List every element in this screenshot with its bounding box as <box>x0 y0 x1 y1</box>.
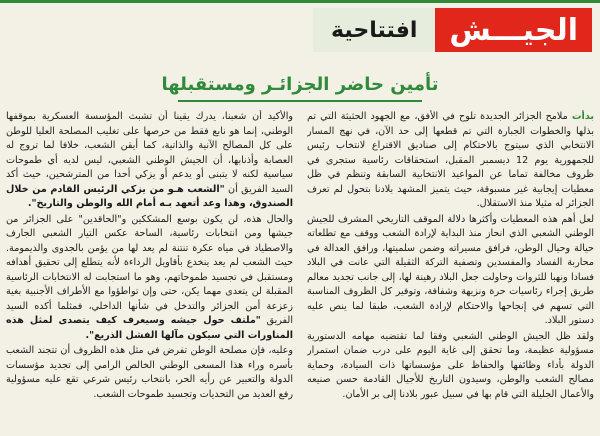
section-name: الجيـــش <box>435 8 592 52</box>
title-underline <box>178 100 422 102</box>
section-header <box>313 8 592 52</box>
paragraph: وعليه، فإن مصلحة الوطن تفرض في مثل هذه الظروف أن تتجند الشعب بأسره وراء هذا المسعى الوطني الخالص الرامي إلى تجديد مؤسسات الدولة والتعبير عن رأيه الحر، بانتخاب رئيس شرعي تقع عليه مسؤولية رفع العديد من التحديات وتجسيد طموحات الشعب. <box>6 345 293 400</box>
paragraph: والأكيد أن شعبنا، يدرك يقينا أن تشبث المؤسسة العسكرية بموقفها الوطني، إنما هو نابع فقط من حرصها على تغليب المصلحة العليا للوطن على كل المصالح الآنية والذاتية، كما أيقن الشعب، خلافا لما تروج له العصابة وأذنابها، أن الجيش الوطني الشعبي، ليس لديه أي طموحات سياسية لكنه لا يتبنى أو يدعم أو يزكي أحدا من المترشحين، حيث أكد السيد الفريق أن "الشعب هـو من يزكي الرئيس القادم من خلال الصندوق، وهذا وعد أتعهد بـه أمام الله والوطن والتاريخ". <box>6 111 293 209</box>
top-accent-line <box>0 0 600 3</box>
article-body <box>6 110 594 432</box>
left-column <box>6 110 293 432</box>
paragraph: والحال هذه، لن يكون بوسع المشككين و"الحاقدين" على الجزائر من جيشها ومن انتخابات رئاسية، الساحة عكس التيار الشعبي الجارف والاصطياد في مياه عكرة تنتنة لم يعد لها من يؤمن بالجدوى والديمومة. حيث الشعب لم يعد ينخدع بأقاويل الرداءة لأنه يتطلع إلى تحقيق أهدافه ومستقبل في تجسيد طموحاتهم، وهو ما استجابت له الانتخابات الرئاسية المقبلة لن يتعدى مهما يكن، حتى وإن تواطؤوا مع الأطراف الأجنبية بغية زعزعة أمن الجزائر والتدخل في شأنها الداخلي، فمثلما أكده السيد الفريق "ملتف حول جيشه وسيعرف كيف يتصدى لمثل هذه المناورات التي سيكون مآلها الفشل الذريع". <box>6 213 293 341</box>
paragraph: لعل أهم هذه المعطيات وأكثرها دلالة الموقف التاريخي المشرف للجيش الوطني الشعبي الذي انحاز منذ البداية لإرادة الشعب ووقف مع تطلعاته حيالة وحيال الوطن، فرافق مسيراته وضمن سلميتها، ورافق العدالة في محاربة الفساد والمفسدين وتصفية التركة الثقيلة التي عانت في البلاد فسادا ونهبا للثروات وحاولت جعل البلاد رهينة لها، إلى جانب تجديد معالم طريق إجراء رئاسيات حرة ونزيهة وشفافة، وتوفير كل الظروف المناسبة التي تسهم في إنجاحها والاحتكام لإرادة الشعب، طبقا لما ينص عليه دستور البلاد. <box>307 213 594 326</box>
paragraph: بدأت ملامح الجزائر الجديدة تلوح في الأفق، مع الجهود الحثيثة التي تم بذلها والخطوات الجبارة التي تم قطعها إلى حد الآن، في نهج المسار الانتخابي الذي سيتوج بالاحتكام إلى صناديق الاقتراع لانتخاب رئيس للجمهورية يوم 12 ديسمبر المقبل، استحقاقات رئاسية ستجرى في ظروف مخالفة تماما عن المواعيد الانتخابية السابقة وتنظم في ظل معطيات إيجابية غير مسبوقة، حيث يتميز المشهد بلادنا بتحول لم تعرف الجزائر له مثيلا منذ الاستقلال. <box>307 111 594 209</box>
article-title: تأمين حاضر الجزائـر ومستقبلها <box>161 74 439 95</box>
quote: "ملتف حول جيشه وسيعرف كيف يتصدى لمثل هذه المناورات التي سيكون مآلها الفشل الذريع". <box>6 315 293 341</box>
paragraph: ولقد ظل الجيش الوطني الشعبي وفقا لما تقتضيه مهامه الدستورية مسؤولية عظيمة، وما تحقق إلى غاية اليوم على درب ضمان استمرار الدولة بأداء وظائفها والحفاظ على مؤسساتها ذات السيادة، وحماية مصالح الشعب والوطن، وسيدون التاريخ للأجيال القادمة حسن صنيعه والأعمال الجليلة التي قام بها في سبيل عبور بلادنا إلى بر الأمان. <box>307 330 594 400</box>
section-label: افتتاحية <box>313 8 435 52</box>
lead-word: بدأت <box>571 111 594 122</box>
right-column <box>307 110 594 432</box>
quote: "الشعب هـو من يزكي الرئيس القادم من خلال الصندوق، وهذا وعد أتعهد بـه أمام الله والوطن والتاريخ". <box>6 183 293 209</box>
